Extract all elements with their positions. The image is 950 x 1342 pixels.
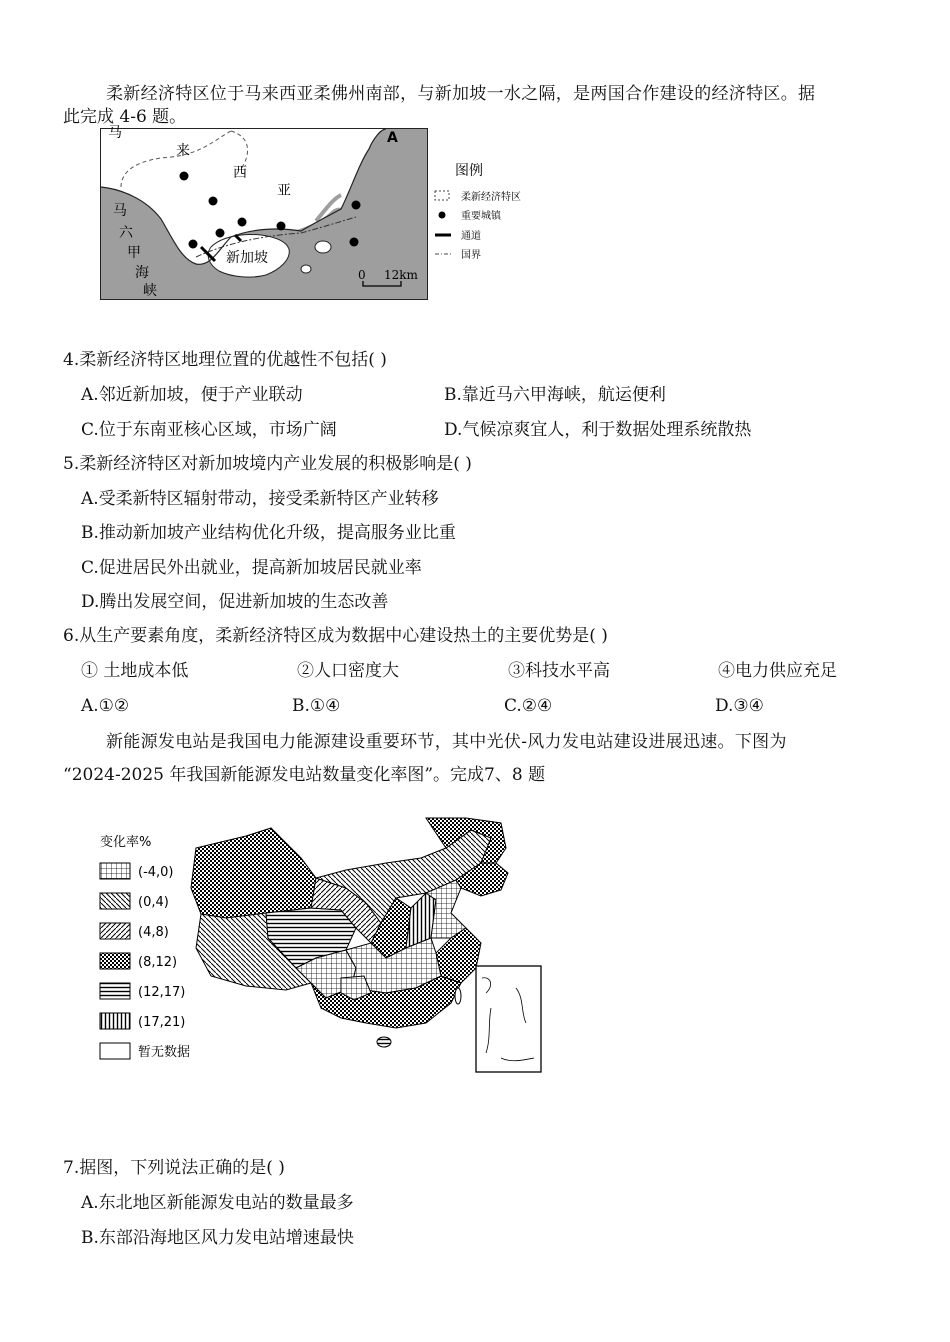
label-strait-2: 六 [119, 225, 133, 241]
intro1-line1: 柔新经济特区位于马来西亚柔佛州南部，与新加坡一水之隔，是两国合作建设的经济特区。据 [106, 84, 816, 104]
intro2-line1: 新能源发电站是我国电力能源建设重要环节，其中光伏-风力发电站建设进展迅速。下图为 [106, 732, 787, 752]
q6-option-b: B.①④ [292, 696, 341, 716]
legend-border-label: 国界 [461, 250, 481, 261]
legend-zone-swatch [435, 191, 449, 200]
legend-corridor-label: 通道 [461, 231, 481, 242]
legend2-label-6: (17,21) [138, 1015, 186, 1030]
label-strait-5: 峡 [143, 283, 157, 299]
legend2-label-7: 暂无数据 [138, 1045, 191, 1060]
q6-item-1: ① 土地成本低 [81, 661, 189, 681]
q7-option-b: B.东部沿海地区风力发电站增速最快 [81, 1228, 354, 1248]
city-dot [350, 238, 359, 247]
q6-option-a: A.①② [81, 696, 130, 716]
legend2-swatch-6 [100, 1013, 130, 1029]
region-xinjiang [191, 828, 316, 918]
q6-item-4: ④电力供应充足 [718, 661, 837, 681]
legend-city-label: 重要城镇 [461, 211, 501, 222]
intro1-line2: 此完成 4-6 题。 [63, 107, 187, 127]
city-dot [209, 197, 218, 206]
city-dot [238, 218, 247, 227]
q6-stem: 6.从生产要素角度，柔新经济特区成为数据中心建设热土的主要优势是( ) [63, 626, 608, 646]
city-dot [277, 222, 286, 231]
intro2-line2: “2024-2025 年我国新能源发电站数量变化率图”。完成7、8 题 [63, 765, 546, 785]
label-singapore: 新加坡 [226, 250, 268, 266]
q4-option-d: D.气候凉爽宜人，利于数据处理系统散热 [444, 420, 752, 440]
q6-option-d: D.③④ [715, 696, 764, 716]
q5-option-b: B.推动新加坡产业结构优化升级，提高服务业比重 [81, 523, 456, 543]
q5-option-a: A.受柔新特区辐射带动，接受柔新特区产业转移 [81, 489, 439, 509]
label-lai: 来 [176, 143, 190, 159]
legend2-swatch-2 [100, 893, 130, 909]
legend2-label-1: (-4,0) [138, 865, 174, 880]
label-strait-1: 马 [113, 203, 127, 219]
south-china-sea-inset [476, 966, 541, 1072]
legend2-swatch-7 [100, 1043, 130, 1059]
legend2-label-3: (4,8) [138, 925, 169, 940]
scale-zero: 0 [358, 268, 366, 282]
q5-option-c: C.促进居民外出就业，提高新加坡居民就业率 [81, 558, 422, 578]
label-xi: 西 [233, 165, 247, 181]
q4-option-a: A.邻近新加坡，便于产业联动 [81, 385, 303, 405]
city-dot [216, 229, 225, 238]
island [301, 265, 311, 273]
johor-map-svg [101, 125, 521, 299]
label-ma: 马 [108, 125, 122, 141]
legend-city-swatch [439, 212, 446, 219]
q7-option-a: A.东北地区新能源发电站的数量最多 [81, 1193, 354, 1213]
legend-title: 图例 [455, 163, 483, 179]
label-strait-4: 海 [135, 265, 149, 281]
q6-option-c: C.②④ [504, 696, 553, 716]
label-strait-3: 甲 [127, 245, 141, 261]
q4-stem: 4.柔新经济特区地理位置的优越性不包括( ) [63, 350, 387, 370]
city-dot [352, 201, 361, 210]
region-taiwan [455, 988, 461, 1004]
city-dot [180, 172, 189, 181]
q6-item-2: ②人口密度大 [297, 661, 399, 681]
legend2-title: 变化率% [100, 835, 152, 850]
q6-item-3: ③科技水平高 [508, 661, 610, 681]
legend2-swatch-4 [100, 953, 130, 969]
north-arrow-icon: A [387, 130, 398, 146]
island [315, 241, 331, 253]
q5-option-d: D.腾出发展空间，促进新加坡的生态改善 [81, 592, 389, 612]
legend2-label-5: (12,17) [138, 985, 186, 1000]
legend2-swatch-1 [100, 863, 130, 879]
q7-stem: 7.据图，下列说法正确的是( ) [63, 1158, 285, 1178]
china-map-svg [96, 818, 556, 1076]
legend2-swatch-3 [100, 923, 130, 939]
johor-singapore-map [100, 125, 521, 300]
q4-option-c: C.位于东南亚核心区域，市场广阔 [81, 420, 337, 440]
q5-stem: 5.柔新经济特区对新加坡境内产业发展的积极影响是( ) [63, 454, 472, 474]
legend-zone-label: 柔新经济特区 [461, 192, 521, 203]
china-change-rate-map [96, 818, 556, 1076]
scale-distance: 12km [384, 268, 418, 282]
city-dot [189, 240, 198, 249]
region-hainan [377, 1037, 391, 1047]
q4-option-b: B.靠近马六甲海峡，航运便利 [444, 385, 666, 405]
legend2-label-4: (8,12) [138, 955, 178, 970]
label-ya: 亚 [277, 183, 291, 199]
legend2-swatch-5 [100, 983, 130, 999]
legend2-label-2: (0,4) [138, 895, 169, 910]
